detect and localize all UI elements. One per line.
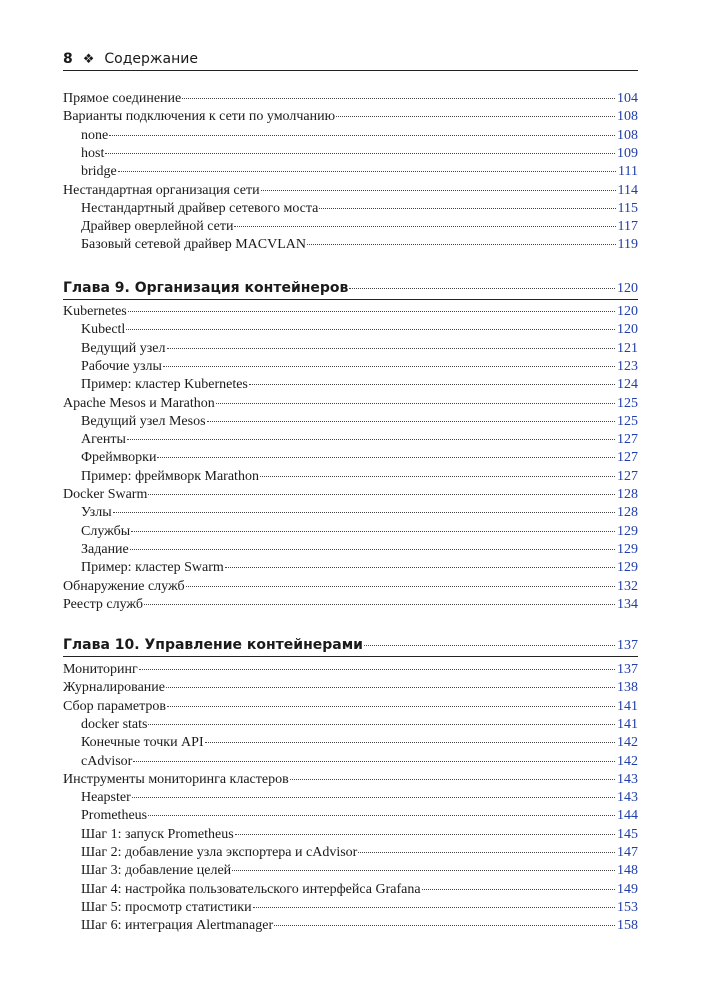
toc-page-number: 108 (617, 109, 638, 125)
dot-leader (128, 311, 615, 312)
toc-entry[interactable] (63, 394, 638, 413)
toc-page-number: 149 (617, 881, 638, 897)
toc-page-number: 128 (617, 505, 638, 521)
dot-leader (207, 421, 615, 422)
toc-entry[interactable] (63, 320, 638, 339)
toc-entry[interactable] (63, 162, 638, 181)
dot-leader (349, 288, 615, 289)
toc-page-number: 141 (617, 698, 638, 714)
toc-page-number: 153 (617, 899, 638, 915)
dot-leader (336, 116, 615, 117)
toc-page-number: 125 (617, 395, 638, 411)
toc-entry-title: Обнаружение служб (63, 578, 185, 594)
toc-entry[interactable] (63, 880, 638, 899)
toc-entry[interactable] (63, 357, 638, 376)
toc-entry-title: Ведущий узел Mesos (81, 413, 206, 429)
toc-entry-title: Прямое соединение (63, 91, 182, 106)
dot-leader (167, 348, 616, 349)
toc-page-number: 137 (617, 662, 638, 677)
toc-entry-title: Шаг 1: запуск Prometheus (81, 826, 234, 842)
toc-entry[interactable] (63, 733, 638, 752)
toc-chapter-entry[interactable] (63, 634, 638, 656)
toc-entry[interactable] (63, 503, 638, 522)
toc-entry[interactable] (63, 89, 638, 108)
dot-leader (307, 244, 616, 245)
dot-leader (109, 135, 615, 136)
toc-page-number: 138 (617, 680, 638, 696)
toc-entry-title: Heapster (81, 790, 131, 806)
toc-entry[interactable] (63, 898, 638, 917)
toc-entry-title: Шаг 3: добавление целей (81, 863, 232, 879)
toc-entry[interactable] (63, 302, 638, 321)
toc-entry-title: Реестр служб (63, 596, 144, 612)
toc-entry-title: Варианты подключения к сети по умолчанию (63, 109, 336, 125)
toc-entry[interactable] (63, 825, 638, 844)
dot-leader (131, 531, 615, 532)
dot-leader (163, 366, 615, 367)
toc-entry-title: Узлы (81, 505, 112, 521)
toc-page-number: 143 (617, 790, 638, 806)
toc-page-number: 144 (617, 808, 638, 824)
dot-leader (358, 852, 615, 853)
page-header (63, 48, 638, 71)
toc-page-number: 128 (617, 487, 638, 502)
toc-page-number: 132 (617, 578, 638, 594)
toc-entry[interactable] (63, 467, 638, 486)
toc-entry-title: Рабочие узлы (81, 358, 162, 374)
toc-page-number: 114 (617, 182, 638, 198)
toc-entry[interactable] (63, 199, 638, 218)
toc-page-number: 120 (617, 322, 638, 338)
toc-entry-title: Базовый сетевой драйвер MACVLAN (81, 237, 306, 253)
toc-entry[interactable] (63, 375, 638, 394)
running-title: Содержание (104, 51, 198, 67)
dot-leader (364, 645, 615, 646)
toc-entry[interactable] (63, 806, 638, 825)
toc-page-number: 145 (617, 826, 638, 842)
dot-leader (182, 98, 615, 99)
toc-page-number: 129 (617, 560, 638, 576)
toc-entry[interactable] (63, 770, 638, 789)
toc-entry[interactable] (63, 843, 638, 862)
toc-page-number: 134 (617, 596, 638, 612)
toc-entry[interactable] (63, 558, 638, 577)
dot-leader (249, 384, 615, 385)
toc-entry-title: Шаг 5: просмотр статистики (81, 899, 252, 915)
dot-leader (253, 907, 615, 908)
toc-entry[interactable] (63, 412, 638, 431)
toc-page-number: 158 (617, 918, 638, 934)
toc-page-number: 127 (617, 432, 638, 448)
dot-leader (216, 403, 615, 404)
toc-entry-title: Глава 9. Организация контейнеров (63, 280, 349, 296)
dot-leader (118, 171, 616, 172)
toc-entry-title: Ведущий узел (81, 340, 166, 356)
toc-page-number: 109 (617, 145, 638, 161)
toc-page-number: 147 (617, 845, 638, 860)
toc-entry[interactable] (63, 660, 638, 679)
toc-entry[interactable] (63, 678, 638, 697)
dot-leader (274, 925, 615, 926)
toc-entry-title: bridge (81, 164, 117, 180)
dot-leader (261, 190, 616, 191)
dot-leader (422, 889, 615, 890)
toc-entry-title: Задание (81, 541, 129, 557)
toc-page-number: 123 (617, 358, 638, 374)
toc-entry[interactable] (63, 339, 638, 358)
toc-entry-title: Драйвер оверлейной сети (81, 219, 234, 235)
toc-page-number: 115 (617, 200, 638, 216)
ornament-icon: ❖ (82, 51, 95, 67)
dot-leader (148, 494, 615, 495)
toc-entry[interactable] (63, 430, 638, 449)
toc-entry[interactable] (63, 540, 638, 559)
toc-entry-title: Нестандартная организация сети (63, 182, 260, 198)
toc-entry-title: Журналирование (63, 680, 166, 696)
toc-page-number: 141 (617, 716, 638, 732)
dot-leader (319, 208, 615, 209)
toc-page-number: 127 (617, 450, 638, 466)
toc-entry-title: Kubectl (81, 322, 126, 338)
toc-entry-title: Docker Swarm (63, 487, 148, 502)
dot-leader (130, 549, 615, 550)
dot-leader (144, 604, 615, 605)
toc-entry[interactable] (63, 595, 638, 614)
toc-entry-title: Prometheus (81, 808, 148, 824)
toc-page-number: 137 (617, 638, 638, 653)
toc-entry-title: Пример: кластер Swarm (81, 560, 224, 576)
toc-page-number: 111 (618, 164, 638, 180)
toc-page-number: 120 (617, 304, 638, 319)
dot-leader (133, 761, 615, 762)
toc-entry[interactable] (63, 715, 638, 734)
chapter-divider (63, 299, 638, 300)
toc-entry[interactable] (63, 448, 638, 467)
toc-entry[interactable] (63, 577, 638, 596)
dot-leader (113, 512, 615, 513)
dot-leader (157, 457, 615, 458)
toc-page-number: 148 (617, 863, 638, 879)
dot-leader (225, 567, 615, 568)
toc-page-number: 119 (617, 237, 638, 253)
toc-entry-title: Агенты (81, 432, 126, 448)
toc-entry[interactable] (63, 697, 638, 716)
toc-entry[interactable] (63, 861, 638, 880)
toc-entry-title: Мониторинг (63, 662, 138, 677)
toc-page-number: 143 (617, 771, 638, 787)
dot-leader (260, 476, 615, 477)
dot-leader (167, 706, 615, 707)
toc-entry-title: Сбор параметров (63, 698, 167, 714)
dot-leader (235, 834, 615, 835)
toc-entry[interactable] (63, 126, 638, 145)
toc-entry[interactable] (63, 217, 638, 236)
toc-entry-title: docker stats (81, 716, 148, 732)
toc-entry-title: Пример: кластер Kubernetes (81, 377, 248, 393)
dot-leader (148, 724, 615, 725)
toc-page-number: 142 (617, 735, 638, 751)
toc-entry-title: Нестандартный драйвер сетевого моста (81, 200, 319, 216)
dot-leader (186, 586, 615, 587)
toc-entry-title: Шаг 2: добавление узла экспортера и cAdvisor (81, 845, 358, 860)
toc-entry[interactable] (63, 485, 638, 504)
toc-page-number: 120 (617, 281, 638, 296)
toc-chapter-entry[interactable] (63, 277, 638, 299)
dot-leader (205, 742, 615, 743)
toc-page-number: 129 (617, 541, 638, 557)
toc-page-number: 104 (617, 91, 638, 106)
dot-leader (132, 797, 615, 798)
toc-page-number: 129 (617, 523, 638, 539)
toc-entry[interactable] (63, 916, 638, 935)
toc-entry[interactable] (63, 181, 638, 200)
toc-entry-title: host (81, 145, 105, 161)
toc-entry-title: Шаг 4: настройка пользовательского интерфейса Grafana (81, 881, 421, 897)
toc-page-number: 124 (617, 377, 638, 393)
page-number: 8 (63, 51, 73, 67)
toc-entry[interactable] (63, 788, 638, 807)
dot-leader (232, 870, 615, 871)
toc-entry-title: none (81, 127, 109, 143)
toc-entry[interactable] (63, 144, 638, 163)
toc-entry[interactable] (63, 522, 638, 541)
toc-entry-title: cAdvisor (81, 753, 133, 769)
toc-page-number: 125 (617, 413, 638, 429)
toc-entry-title: Пример: фреймворк Marathon (81, 468, 259, 484)
dot-leader (139, 669, 615, 670)
toc-entry[interactable] (63, 235, 638, 254)
dot-leader (148, 815, 615, 816)
toc-entry-title: Apache Mesos и Marathon (63, 395, 215, 411)
toc-entry-title: Шаг 6: интеграция Alertmanager (81, 918, 274, 934)
toc-page-number: 117 (617, 219, 638, 235)
toc-entry-title: Службы (81, 523, 131, 539)
dot-leader (290, 779, 615, 780)
toc-entry-title: Фреймворки (81, 450, 157, 466)
dot-leader (126, 329, 615, 330)
toc-entry[interactable] (63, 752, 638, 771)
toc-entry-title: Инструменты мониторинга кластеров (63, 771, 289, 787)
chapter-divider (63, 656, 638, 657)
toc-entry-title: Kubernetes (63, 304, 127, 319)
dot-leader (166, 687, 615, 688)
toc-entry-title: Конечные точки API (81, 735, 204, 751)
toc-page-number: 121 (617, 340, 638, 356)
toc-entry[interactable] (63, 107, 638, 126)
toc-page-number: 142 (617, 753, 638, 769)
toc-page-number: 127 (617, 468, 638, 484)
toc-entry-title: Глава 10. Управление контейнерами (63, 637, 363, 653)
dot-leader (105, 153, 615, 154)
toc-page-number: 108 (617, 127, 638, 143)
dot-leader (127, 439, 615, 440)
dot-leader (234, 226, 615, 227)
